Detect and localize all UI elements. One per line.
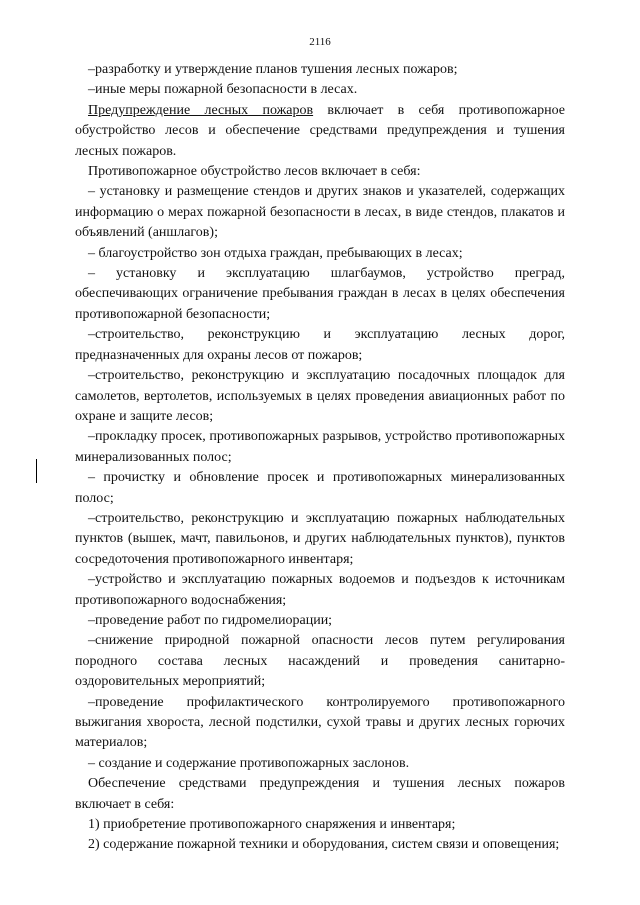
text-cursor-marker — [36, 459, 37, 483]
prevention-paragraph — [75, 101, 565, 162]
list-item: –проведение профилактического контролируемого противопожарного выжигания хвороста, лесной подстилки, сухой травы и других лесных горючих материалов; — [75, 694, 565, 751]
prevention-text: включает в себя противопожарное обустройство лесов и обеспечение средствами предупреждения и тушения лесных пожаров. — [75, 102, 565, 159]
page-number: 2116 — [309, 36, 331, 48]
list-item: –проведение работ по гидромелиорации; — [88, 612, 333, 628]
list-item: – благоустройство зон отдыха граждан, пребывающих в лесах; — [88, 245, 463, 261]
provision-intro: Обеспечение средствами предупреждения и тушения лесных пожаров включает в себя: — [75, 776, 565, 812]
prevention-title: Предупреждение лесных пожаров — [88, 102, 314, 118]
intro-line: –разработку и утверждение планов тушения лесных пожаров; — [88, 62, 458, 77]
arrangement-intro: Противопожарное обустройство лесов включает в себя: — [88, 164, 421, 180]
list-item: –снижение природной пожарной опасности лесов путем регулирования породного состава лесных насаждений и проведения санитарно-оздоровительных мероприятий; — [75, 633, 565, 690]
list-item: – прочистку и обновление просек и противопожарных минерализованных полос; — [75, 470, 565, 506]
numbered-item: 2) содержание пожарной техники и оборудования, систем связи и оповещения; — [88, 837, 560, 853]
list-item: –строительство, реконструкцию и эксплуатацию посадочных площадок для самолетов, вертолетов, используемых в целях проведения авиационных работ по охране и защите лесов; — [75, 368, 565, 424]
list-item: – создание и содержание противопожарных заслонов. — [88, 755, 410, 771]
list-item: –строительство, реконструкцию и эксплуатацию пожарных наблюдательных пунктов (вышек, мачт, павильонов, и других наблюдательных пунктов), пунктов сосредоточения противопожарного инвентаря; — [75, 510, 565, 567]
list-item: –прокладку просек, противопожарных разрывов, устройство противопожарных минерализованных полос; — [75, 429, 565, 465]
numbered-item: 1) приобретение противопожарного снаряжения и инвентаря; — [88, 817, 456, 833]
list-item: – установку и эксплуатацию шлагбаумов, устройство преград, обеспечивающих ограничение пребывания граждан в лесах в целях обеспечения противопожарной безопасности; — [75, 266, 565, 322]
list-item: –устройство и эксплуатацию пожарных водоемов и подъездов к источникам противопожарного водоснабжения; — [75, 572, 565, 608]
intro-line: –иные меры пожарной безопасности в лесах. — [88, 82, 358, 98]
list-item: –строительство, реконструкцию и эксплуатацию лесных дорог, предназначенных для охраны лесов от пожаров; — [75, 327, 565, 363]
document-body — [75, 60, 565, 856]
list-item: – установку и размещение стендов и других знаков и указателей, содержащих информацию о мерах пожарной безопасности в лесах, в виде стендов, плакатов и объявлений (аншлагов); — [75, 184, 565, 241]
